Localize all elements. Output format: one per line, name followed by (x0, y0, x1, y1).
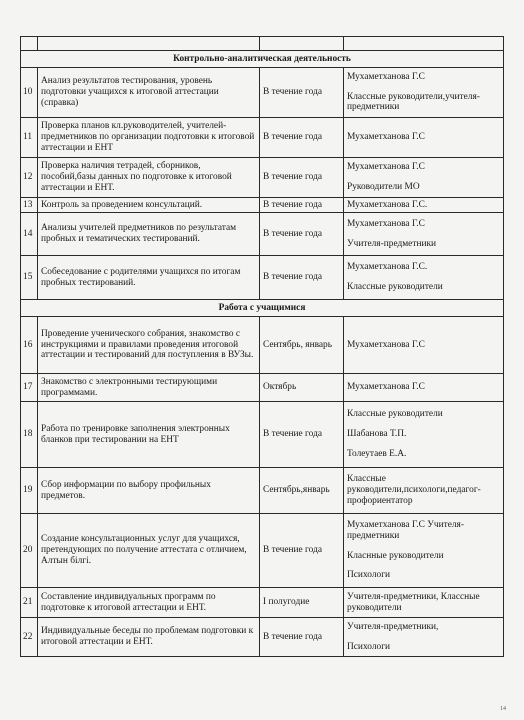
row-number: 19 (21, 468, 38, 514)
section-header-row (21, 51, 504, 68)
section-header-row (21, 300, 504, 317)
table-row (21, 588, 504, 618)
time-cell: В течение года (260, 618, 344, 657)
row-number: 20 (21, 514, 38, 588)
task-cell: Анализы учителей предметников по результатам пробных и тематических тестирований. (38, 213, 260, 256)
row-number: 15 (21, 256, 38, 300)
responsible-line: Мухаметханова Г.С. (347, 199, 428, 210)
responsible-line: Учителя-предметники, Классные руководители (347, 591, 480, 613)
time-cell: В течение года (260, 118, 344, 158)
responsible-line: Руководители МО (347, 182, 420, 192)
responsible-line: Мухаметханова Г.С. (347, 262, 428, 273)
task-cell: Собеседование с родителями учащихся по итогам пробных тестирований. (38, 256, 260, 300)
responsible-cell (344, 374, 504, 402)
table-row (21, 514, 504, 588)
responsible-line: Мухаметханова Г.С Учителя-предметники (347, 519, 464, 541)
responsible-cell (344, 68, 504, 118)
table-row (21, 618, 504, 657)
responsible-line: Мухаметханова Г.С (347, 162, 425, 173)
responsible-line: Классные руководители,учителя-предметники (347, 91, 480, 113)
time-cell: Октябрь (260, 374, 344, 402)
responsible-cell (344, 402, 504, 468)
table-row (21, 198, 504, 213)
task-cell: Проверка планов кл.руководителей, учителей-предметников по организации подготовки к итоговой аттестации и ЕНТ (38, 118, 260, 158)
time-cell: Сентябрь, январь (260, 317, 344, 374)
row-number: 18 (21, 402, 38, 468)
page-number: 14 (500, 706, 506, 712)
responsible-line: Психологи (347, 570, 391, 581)
section-title: Контрольно-аналитическая деятельность (21, 51, 504, 68)
task-cell: Контроль за проведением консультаций. (38, 198, 260, 213)
row-number: 22 (21, 618, 38, 657)
responsible-line: Мухаметханова Г.С (347, 382, 425, 393)
responsible-cell (344, 588, 504, 618)
responsible-cell (344, 514, 504, 588)
table-row (21, 68, 504, 118)
task-cell: Сбор информации по выбору профильных предметов. (38, 468, 260, 514)
row-number: 14 (21, 213, 38, 256)
task-cell: Создание консультационных услуг для учащихся, претендующих по получение аттестата с отличием, Алтын білгі. (38, 514, 260, 588)
responsible-cell (344, 256, 504, 300)
row-number: 17 (21, 374, 38, 402)
table-row (21, 468, 504, 514)
table-row (21, 317, 504, 374)
section-title: Работа с учащимися (21, 300, 504, 317)
task-cell: Индивидуальные беседы по проблемам подготовки к итоговой аттестации и ЕНТ. (38, 618, 260, 657)
table-row (21, 256, 504, 300)
responsible-cell (344, 118, 504, 158)
time-cell: В течение года (260, 256, 344, 300)
responsible-line: Шабанова Т.П. (347, 429, 407, 440)
table-row (21, 158, 504, 198)
task-cell: Проведение ученического собрания, знакомство с инструкциями и правилами проведения итоговой аттестации и тестирований для поступления в ВУЗы. (38, 317, 260, 374)
responsible-line: Толеутаев Е.А. (347, 448, 407, 459)
table-row (21, 374, 504, 402)
responsible-cell (344, 213, 504, 256)
task-cell: Составление индивидуальных программ по подготовке к итоговой аттестации и ЕНТ. (38, 588, 260, 618)
time-cell: I полугодие (260, 588, 344, 618)
time-cell: В течение года (260, 158, 344, 198)
row-number: 11 (21, 118, 38, 158)
responsible-cell (344, 468, 504, 514)
responsible-line: Учителя-предметники, (347, 621, 439, 632)
plan-table (20, 36, 504, 657)
time-cell: В течение года (260, 402, 344, 468)
responsible-line: Мухаметханова Г.С (347, 71, 425, 82)
time-cell: В течение года (260, 514, 344, 588)
responsible-cell (344, 317, 504, 374)
responsible-line: Учителя-предметники (347, 238, 437, 249)
time-cell: В течение года (260, 198, 344, 213)
task-cell: Анализ результатов тестирования, уровень подготовки учащихся к итоговой аттестации (справка) (38, 68, 260, 118)
table-top-blank-row (21, 37, 504, 51)
table-row (21, 118, 504, 158)
time-cell: В течение года (260, 213, 344, 256)
time-cell: Сентябрь,январь (260, 468, 344, 514)
responsible-cell (344, 158, 504, 198)
responsible-line: Классные руководители (347, 409, 443, 420)
table-row (21, 213, 504, 256)
row-number: 13 (21, 198, 38, 213)
row-number: 21 (21, 588, 38, 618)
responsible-cell (344, 198, 504, 213)
time-cell: В течение года (260, 68, 344, 118)
responsible-line: Класнные руководители (347, 550, 444, 561)
responsible-line: Психологи (347, 641, 391, 652)
task-cell: Проверка наличия тетрадей, сборников, пособий,базы данных по подготовке к итоговой аттестации и ЕНТ. (38, 158, 260, 198)
responsible-line: Мухаметханова Г.С (347, 132, 425, 143)
task-cell: Работа по тренировке заполнения электронных бланков при тестировании на ЕНТ (38, 402, 260, 468)
responsible-line: Мухаметханова Г.С (347, 339, 425, 350)
row-number: 16 (21, 317, 38, 374)
task-cell: Знакомство с электронными тестирующими программами. (38, 374, 260, 402)
responsible-line: Мухаметханова Г.С (347, 218, 425, 229)
row-number: 10 (21, 68, 38, 118)
table-row (21, 402, 504, 468)
responsible-line: Классные руководители,психологи,педагог-профориентатор (347, 474, 481, 506)
responsible-line: Классные руководители (347, 282, 443, 292)
row-number: 12 (21, 158, 38, 198)
responsible-cell (344, 618, 504, 657)
